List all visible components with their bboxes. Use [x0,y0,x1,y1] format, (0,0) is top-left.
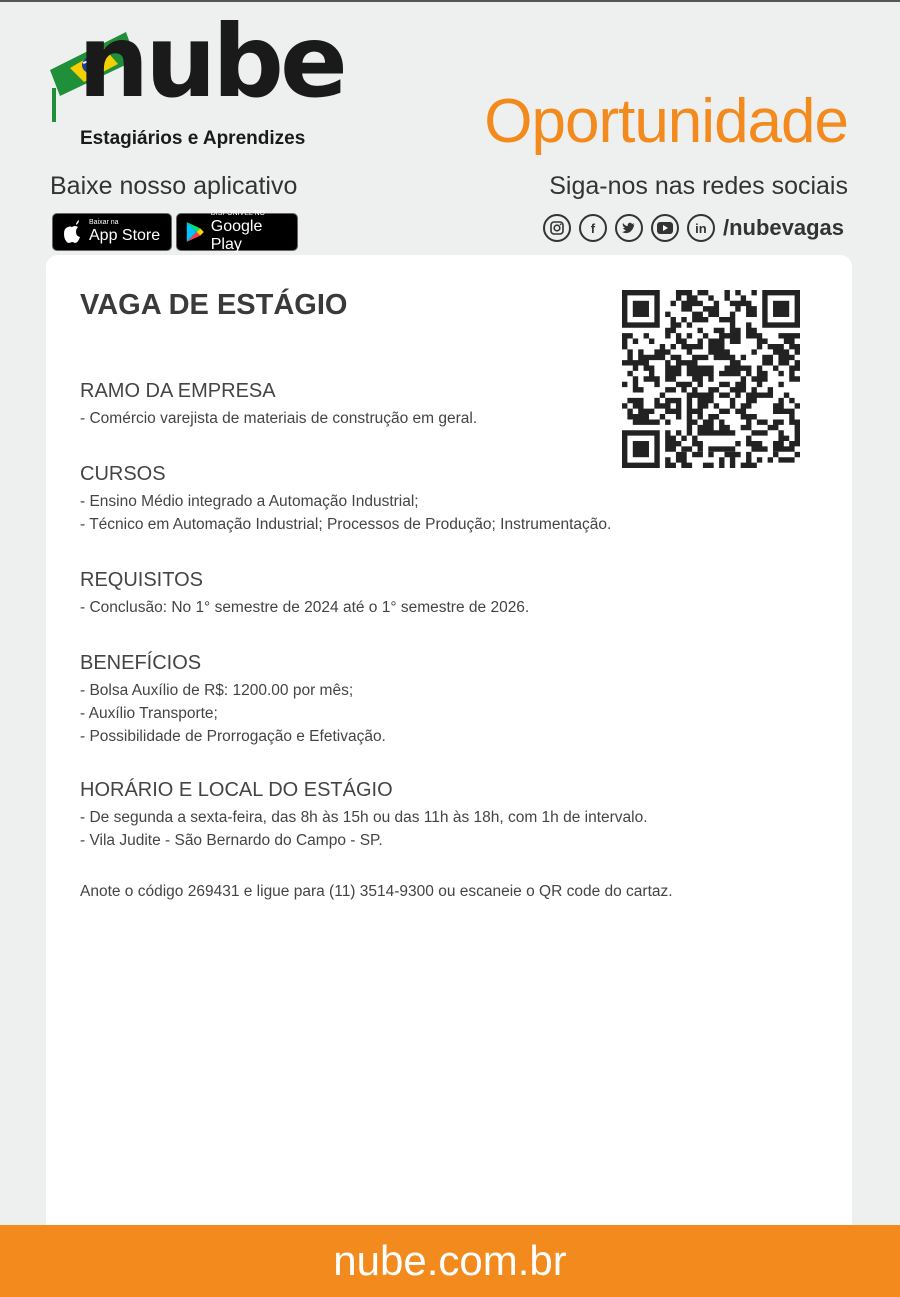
job-title: VAGA DE ESTÁGIO [80,289,348,321]
section-line: - Comércio varejista de materiais de construção em geral. [80,410,478,427]
qr-code-icon[interactable] [622,290,800,468]
google-play-button[interactable] [176,210,298,253]
section-line: - Vila Judite - São Bernardo do Campo - SP. [80,832,383,849]
section-line: - Conclusão: No 1° semestre de 2024 até o 1° semestre de 2026. [80,599,530,616]
section-line: - Possibilidade de Prorrogação e Efetivação. [80,728,386,745]
youtube-icon[interactable] [651,214,679,242]
section-line: - De segunda a sexta-feira, das 8h às 15h ou das 11h às 18h, com 1h de intervalo. [80,809,648,826]
google-play-small-label: DISPONÍVEL NO [210,210,265,217]
app-download-label: Baixe nosso aplicativo [50,172,298,200]
section-beneficios [80,652,780,748]
linkedin-icon[interactable]: in [687,214,715,242]
facebook-icon[interactable]: f [579,214,607,242]
section-heading: RAMO DA EMPRESA [80,380,276,402]
section-heading: BENEFÍCIOS [80,652,202,674]
google-play-icon [185,220,205,244]
section-ramo [80,380,780,430]
contact-note: Anote o código 269431 e ligue para (11) 3514-9300 ou escaneie o QR code do cartaz. [80,883,673,900]
page-title: Oportunidade [484,87,848,156]
header [0,2,900,257]
job-card [46,255,852,1245]
app-store-label: App Store [89,227,161,244]
section-line: - Bolsa Auxílio de R$: 1200.00 por mês; [80,682,354,699]
section-line: - Técnico em Automação Industrial; Processos de Produção; Instrumentação. [80,516,612,533]
twitter-icon[interactable] [615,214,643,242]
section-heading: CURSOS [80,463,166,485]
section-line: - Ensino Médio integrado a Automação Industrial; [80,493,419,510]
footer [0,1225,900,1297]
instagram-icon[interactable] [543,214,571,242]
logo-wordmark: nube [78,3,344,120]
section-cursos [80,463,780,536]
apple-icon [61,220,83,244]
social-label: Siga-nos nas redes sociais [549,172,848,200]
app-store-button[interactable] [52,213,172,251]
logo-tagline: Estagiários e Aprendizes [80,128,306,149]
social-links [543,214,844,242]
app-store-small-label: Baixar na [89,219,119,226]
section-heading: HORÁRIO E LOCAL DO ESTÁGIO [80,779,393,801]
footer-url[interactable]: nube.com.br [333,1237,567,1284]
section-requisitos [80,569,780,619]
section-line: - Auxílio Transporte; [80,705,218,722]
google-play-label: Google Play [210,218,263,253]
nube-logo[interactable] [48,3,344,160]
section-heading: REQUISITOS [80,569,203,591]
section-horario-local [80,779,780,852]
social-handle[interactable]: /nubevagas [722,215,844,240]
